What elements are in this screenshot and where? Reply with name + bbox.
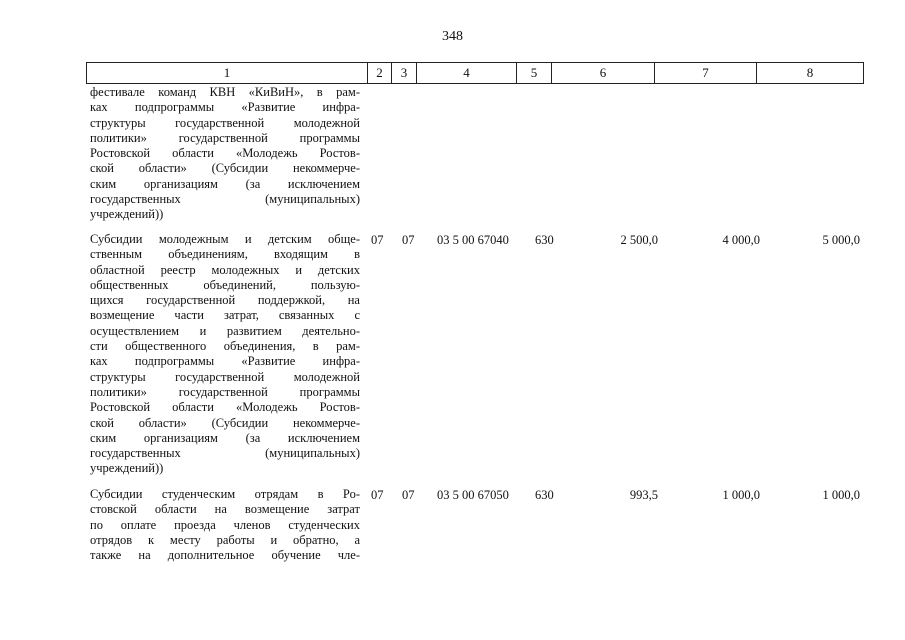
cell-amount-year3: 5 000,0 [822,233,860,247]
text-line: ским организациям (за исключением [90,176,360,191]
text-line: Ростовской области «Молодежь Ростов- [90,146,360,161]
text-line: ской области» (Субсидии некоммерче- [90,415,360,430]
text-line: фестивале команд КВН «КиВиН», в рам- [90,85,360,99]
header-col-1: 1 [223,65,231,80]
table-row-description [90,487,360,563]
cell-target-article: 03 5 00 67050 [437,488,509,502]
cell-amount-year1: 2 500,0 [620,233,658,247]
cell-amount-year1: 993,5 [629,488,658,502]
cell-amount-year2: 1 000,0 [722,488,760,502]
text-line: ках подпрограммы «Развитие инфра- [90,354,360,369]
text-line: Субсидии студенческим отрядам в Ро- [90,487,360,501]
text-line: стовской области на возмещение затрат [90,502,360,517]
text-line: щихся государственной поддержкой, на [90,293,360,308]
text-line: областной реестр молодежных и детских [90,262,360,277]
text-line: Ростовской области «Молодежь Ростов- [90,400,360,415]
table-row-description [90,232,360,477]
text-line: ской области» (Субсидии некоммерче- [90,161,360,176]
text-line: Субсидии молодежным и детским обще- [90,232,360,246]
text-line: осуществлением и развитием деятельно- [90,323,360,338]
text-line: также на дополнительное обучение чле- [90,548,360,563]
text-line: государственных (муниципальных) [90,446,360,461]
text-line: ственным объединениям, входящим в [90,247,360,262]
text-line: политики» государственной программы [90,384,360,399]
text-line: учреждений)) [90,461,164,476]
header-col-7: 7 [654,63,756,83]
cell-subsection: 07 [402,488,415,502]
page-number: 348 [442,29,463,44]
cell-subsection: 07 [402,233,415,247]
text-line: ским организациям (за исключением [90,430,360,445]
table-row-description [90,85,360,223]
cell-target-article: 03 5 00 67040 [437,233,509,247]
header-col-6: 6 [551,63,654,83]
cell-section: 07 [371,233,384,247]
cell-section: 07 [371,488,384,502]
table-header [86,62,864,84]
header-col-8: 8 [756,63,863,83]
text-line: сти общественного объединения, в рам- [90,339,360,354]
cell-expense-type: 630 [535,488,554,502]
cell-amount-year3: 1 000,0 [822,488,860,502]
cell-amount-year2: 4 000,0 [722,233,760,247]
header-col-2: 2 [367,63,391,83]
text-line: ках подпрограммы «Развитие инфра- [90,100,360,115]
text-line: государственных (муниципальных) [90,192,360,207]
text-line: отрядов к месту работы и обратно, а [90,532,360,547]
text-line: структуры государственной молодежной [90,115,360,130]
text-line: учреждений)) [90,207,164,222]
text-line: возмещение части затрат, связанных с [90,308,360,323]
header-col-5: 5 [516,63,551,83]
text-line: по оплате проезда членов студенческих [90,517,360,532]
text-line: структуры государственной молодежной [90,369,360,384]
text-line: общественных объединений, пользую- [90,277,360,292]
header-col-3: 3 [391,63,416,83]
text-line: политики» государственной программы [90,130,360,145]
header-col-4: 4 [416,63,516,83]
cell-expense-type: 630 [535,233,554,247]
